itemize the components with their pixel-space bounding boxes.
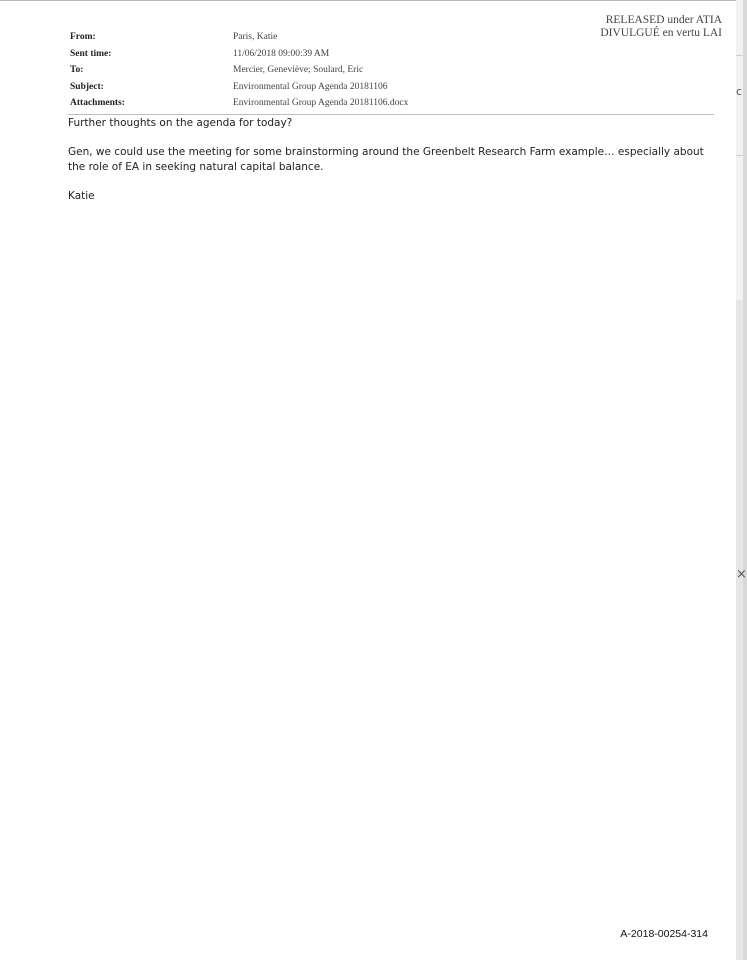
- header-row-to: [70, 62, 714, 79]
- release-stamp-line-en: RELEASED under ATIA: [605, 14, 722, 26]
- edge-divider: [736, 155, 743, 156]
- header-value-sent-time: 11/06/2018 09:00:39 AM: [233, 48, 330, 59]
- release-stamp-line-fr: DIVULGUÉ en vertu LAI: [600, 27, 722, 39]
- header-row-attachments: [70, 95, 714, 112]
- header-label: To:: [70, 65, 84, 76]
- header-value-subject: Environmental Group Agenda 20181106: [233, 81, 388, 92]
- edge-divider: [736, 55, 743, 56]
- body-paragraph: Gen, we could use the meeting for some brainstorming around the Greenbelt Research Farm example… especially about the role of EA in seeking natural capital balance.: [68, 146, 704, 173]
- document-number: A-2018-00254-314: [620, 928, 708, 940]
- email-header: [70, 29, 714, 112]
- header-divider: [68, 114, 714, 115]
- background-window-edge: [736, 0, 743, 960]
- body-paragraph: Further thoughts on the agenda for today?: [68, 117, 293, 129]
- edge-glyph-top: c: [736, 85, 743, 98]
- edge-close-icon[interactable]: ×: [736, 567, 747, 582]
- body-signature: Katie: [68, 189, 95, 202]
- edge-panel: [736, 300, 743, 960]
- header-value-from: Paris, Katie: [233, 32, 278, 43]
- header-label: Subject:: [70, 81, 104, 92]
- header-row-sent-time: [70, 46, 714, 63]
- header-label: From:: [70, 32, 96, 43]
- header-row-subject: [70, 79, 714, 96]
- header-value-attachments: Environmental Group Agenda 20181106.docx: [233, 98, 409, 109]
- header-label: Attachments:: [70, 98, 125, 109]
- header-label: Sent time:: [70, 48, 112, 59]
- header-value-to: Mercier, Geneviève; Soulard, Eric: [233, 65, 364, 76]
- email-body: [68, 116, 714, 218]
- header-row-from: [70, 29, 714, 46]
